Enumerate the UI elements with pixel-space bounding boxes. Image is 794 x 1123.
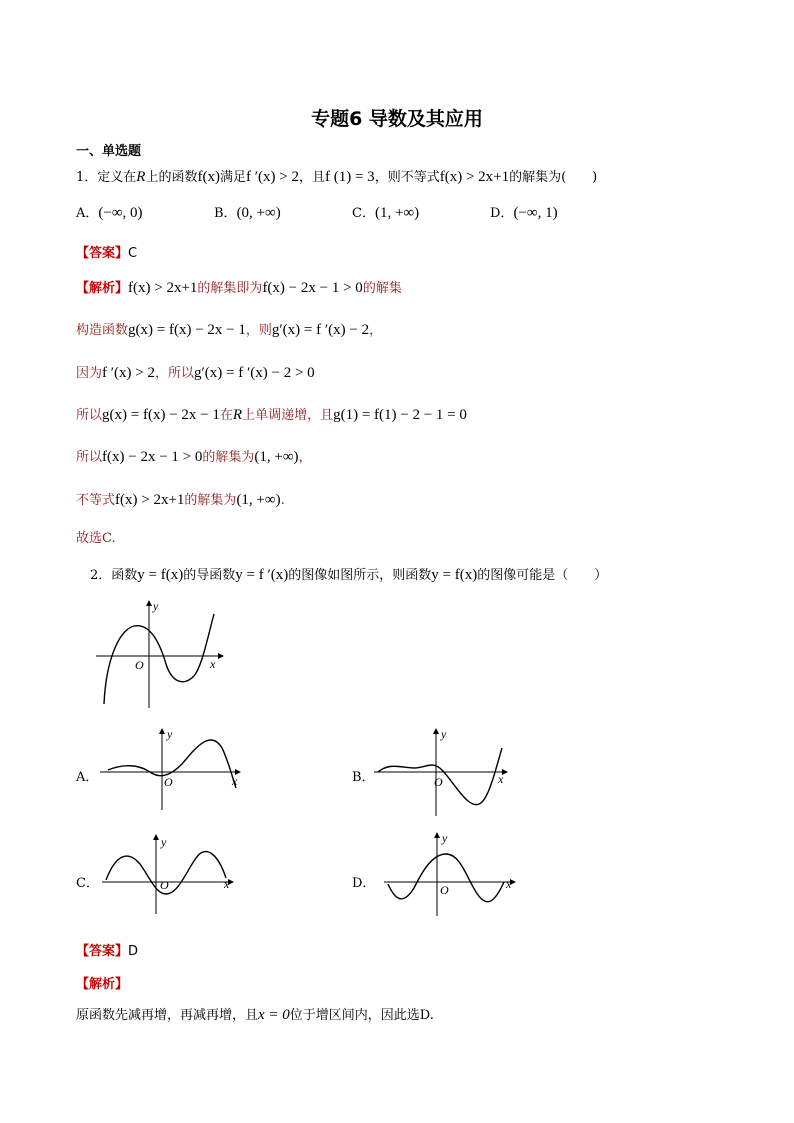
q1-option-c bbox=[352, 202, 419, 222]
q2-option-b-label: B． bbox=[352, 770, 375, 785]
text: 的解集 bbox=[362, 281, 402, 296]
q1-stem-text: 1．定义在 bbox=[76, 170, 137, 185]
text: ， bbox=[298, 450, 312, 465]
option-value: (−∞, 0) bbox=[98, 205, 143, 221]
axis-label-y: y bbox=[442, 831, 448, 845]
option-label: D． bbox=[490, 206, 514, 221]
text: 的解集为 bbox=[184, 493, 237, 508]
q1-stem-math: f ′(x) > 2 bbox=[245, 169, 299, 185]
math: g(x) = f(x) − 2x − 1 bbox=[102, 407, 220, 423]
text: 因为 bbox=[76, 366, 103, 381]
q1-analysis-line bbox=[76, 489, 285, 509]
origin-label: O bbox=[164, 775, 173, 789]
option-value: (1, +∞) bbox=[374, 205, 420, 221]
axis-label-y: y bbox=[167, 727, 173, 741]
math: y = f(x) bbox=[137, 567, 184, 583]
math: g′(x) = f ′(x) − 2 bbox=[271, 322, 370, 338]
text: 构造函数 bbox=[76, 323, 129, 338]
axis-label-x: x bbox=[506, 877, 512, 891]
q2-stem bbox=[90, 564, 607, 584]
q2-answer bbox=[76, 940, 138, 959]
axis-label-x: x bbox=[224, 877, 230, 891]
origin-label: O bbox=[434, 775, 443, 789]
q2-option-d-graph[interactable] bbox=[382, 832, 520, 916]
axis-label-x: x bbox=[210, 657, 216, 671]
q1-option-d bbox=[490, 202, 558, 222]
q2-analysis-tag: 【解析】 bbox=[76, 977, 129, 992]
q1-stem bbox=[76, 166, 597, 186]
text: ， bbox=[369, 323, 383, 338]
math: y = f ′(x) bbox=[235, 567, 289, 583]
math: (1, +∞) bbox=[254, 449, 299, 465]
q1-analysis-line bbox=[76, 277, 402, 297]
text: . bbox=[280, 493, 285, 508]
math: g′(x) = f ′(x) − 2 > 0 bbox=[194, 365, 315, 381]
axis-label-y: y bbox=[153, 599, 159, 613]
q1-stem-text: ，则不等式 bbox=[374, 170, 440, 185]
q1-option-b bbox=[214, 202, 281, 222]
q2-option-d-label: D． bbox=[352, 876, 376, 891]
text: 的导函数 bbox=[183, 568, 236, 583]
q1-option-a bbox=[76, 202, 143, 222]
text: 原函数先减再增，再减再增，且 bbox=[76, 1008, 259, 1023]
math: g(1) = f(1) − 2 − 1 = 0 bbox=[333, 407, 467, 423]
q1-analysis-line bbox=[76, 404, 467, 424]
math: g(x) = f(x) − 2x − 1 bbox=[128, 322, 246, 338]
q1-conclusion: 故选C. bbox=[76, 531, 116, 546]
text: 不等式 bbox=[76, 493, 116, 508]
answer-value: C bbox=[128, 246, 138, 261]
q2-analysis bbox=[76, 1004, 434, 1024]
text: 在 bbox=[219, 408, 233, 423]
math: y = f(x) bbox=[431, 567, 478, 583]
page-title: 专题6 导数及其应用 bbox=[311, 108, 483, 130]
math: R bbox=[232, 407, 243, 423]
origin-label: O bbox=[135, 658, 144, 672]
q1-stem-text: ，且 bbox=[298, 170, 325, 185]
q1-stem-text: 上的函数 bbox=[145, 170, 198, 185]
option-label: C． bbox=[352, 206, 375, 221]
text: 位于增区间内，因此选D. bbox=[289, 1008, 434, 1023]
answer-tag: 【答案】 bbox=[76, 246, 129, 261]
math: f ′(x) > 2 bbox=[102, 365, 155, 381]
q2-option-c-label: C． bbox=[76, 876, 99, 891]
text: ，所以 bbox=[155, 366, 195, 381]
option-label: A． bbox=[76, 206, 99, 221]
origin-label: O bbox=[160, 878, 169, 892]
text: 的图像可能是（ ） bbox=[477, 568, 608, 583]
q2-option-a-label: A． bbox=[76, 770, 99, 785]
answer-tag: 【答案】 bbox=[76, 944, 129, 959]
text: 所以 bbox=[76, 408, 103, 423]
origin-label: O bbox=[440, 883, 449, 897]
q1-stem-text: 的解集为( ) bbox=[509, 170, 598, 185]
math: (1, +∞) bbox=[236, 492, 281, 508]
q1-stem-R: R bbox=[136, 169, 146, 185]
math: f(x) > 2x+1 bbox=[115, 492, 185, 508]
text: ，则 bbox=[245, 323, 272, 338]
axis-label-x: x bbox=[232, 774, 238, 788]
q2-option-c-graph[interactable] bbox=[100, 834, 238, 914]
q1-stem-math: f (1) = 3 bbox=[324, 169, 375, 185]
option-label: B． bbox=[214, 206, 237, 221]
text: 上单调递增，且 bbox=[242, 408, 334, 423]
math: f(x) > 2x+1 bbox=[128, 280, 198, 296]
q1-analysis-line bbox=[76, 446, 312, 466]
text: 的解集为 bbox=[202, 450, 255, 465]
option-value: (0, +∞) bbox=[236, 205, 281, 221]
analysis-tag: 【解析】 bbox=[76, 281, 129, 296]
section-heading: 一、单选题 bbox=[76, 144, 142, 159]
option-value: (−∞, 1) bbox=[513, 205, 558, 221]
q1-stem-text: 满足 bbox=[219, 170, 246, 185]
text: 的解集即为 bbox=[197, 281, 263, 296]
math: x = 0 bbox=[258, 1007, 290, 1023]
q2-option-a-graph[interactable] bbox=[98, 728, 243, 810]
q1-analysis-line bbox=[76, 362, 315, 382]
derivative-graph bbox=[94, 600, 224, 710]
text: 的图像如图所示，则函数 bbox=[288, 568, 432, 583]
q2-option-b-graph[interactable] bbox=[372, 728, 517, 818]
q1-analysis-line bbox=[76, 319, 382, 339]
axis-label-y: y bbox=[441, 727, 447, 741]
math: f(x) − 2x − 1 > 0 bbox=[262, 280, 363, 296]
math: f(x) − 2x − 1 > 0 bbox=[102, 449, 203, 465]
text: 所以 bbox=[76, 450, 103, 465]
answer-value: D bbox=[128, 944, 139, 959]
text: 2．函数 bbox=[90, 568, 138, 583]
q1-stem-math: f(x) > 2x+1 bbox=[439, 169, 510, 185]
axis-label-x: x bbox=[498, 772, 504, 786]
axis-label-y: y bbox=[161, 835, 167, 849]
q1-answer bbox=[76, 242, 137, 261]
q1-stem-math: f(x) bbox=[197, 169, 220, 185]
